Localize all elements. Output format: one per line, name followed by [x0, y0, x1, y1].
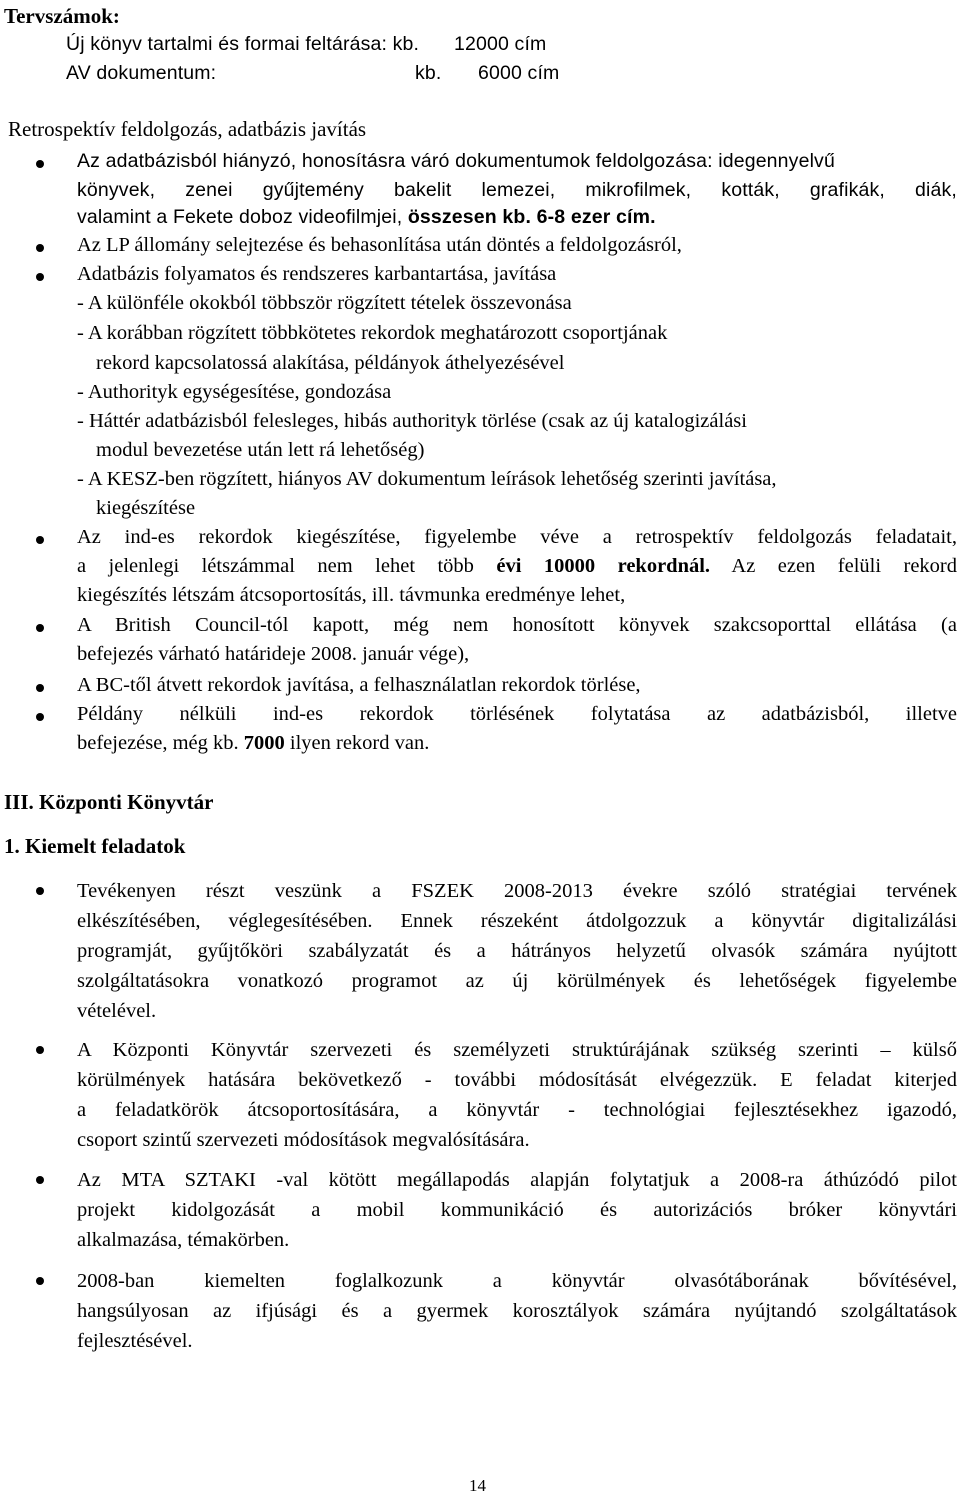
- retro-b4-line1: Az ind-es rekordok kiegészítése, figyelembe véve a retrospektív feldolgozás feladatait,: [77, 526, 957, 548]
- kiemelt-p4-line: hangsúlyosan az ifjúsági és a gyermek korosztályok számára nyújtandó szolgáltatások: [77, 1300, 957, 1322]
- kiemelt-p1-line: elkészítésében, véglegesítésében. Ennek részeként átdolgozzuk a könyvtár digitalizálási: [77, 910, 957, 932]
- tervszamok-row2-kb: kb.: [415, 62, 442, 84]
- retro-b7-line1: Példány nélküli ind-es rekordok törlésének folytatása az adatbázisból, illetve: [77, 703, 957, 725]
- kiemelt-p3-line: Az MTA SZTAKI -val kötött megállapodás alapján folytatjuk a 2008-ra áthúzódó pilot: [77, 1169, 957, 1191]
- bullet-icon: [36, 624, 44, 632]
- retro-b4-line2-c: Az ezen felüli rekord: [710, 555, 957, 577]
- kiemelt-p1-line: programját, gyűjtőköri szabályzatát és a hátrányos helyzetű olvasók számára nyújtott: [77, 940, 957, 962]
- retro-b2: Az LP állomány selejtezése és behasonlítása után döntés a feldolgozásról,: [77, 234, 682, 256]
- retro-d4-line1: - Háttér adatbázisból felesleges, hibás authorityk törlése (csak az új katalogizálási: [77, 410, 747, 432]
- kiemelt-p1: [77, 876, 957, 1026]
- section3-heading: III. Központi Könyvtár: [4, 790, 214, 814]
- kiemelt-p2-line: A Központi Könyvtár szervezeti és személyzeti struktúrájának szükség szerinti – külső: [77, 1039, 957, 1061]
- retro-b3: Adatbázis folyamatos és rendszeres karbantartása, javítása: [77, 263, 557, 285]
- tervszamok-title: Tervszámok:: [4, 4, 120, 28]
- retro-b1-line3-text: valamint a Fekete doboz videofilmjei,: [77, 206, 408, 228]
- retro-b6: A BC-től átvett rekordok javítása, a felhasználatlan rekordok törlése,: [77, 674, 641, 696]
- tervszamok-row2-label: AV dokumentum:: [66, 62, 217, 84]
- bullet-icon: [36, 1046, 44, 1054]
- kiemelt-p1-line: Tevékenyen részt veszünk a FSZEK 2008-2013 évekre szóló stratégiai tervének: [77, 880, 957, 902]
- retro-b4-line3: kiegészítés létszám átcsoportosítás, ill. távmunka eredménye lehet,: [77, 584, 626, 606]
- kiemelt-p2: [77, 1035, 957, 1155]
- page-number: 14: [469, 1476, 486, 1495]
- retro-b7-line2: [77, 732, 429, 755]
- retro-d3: - Authorityk egységesítése, gondozása: [77, 381, 392, 403]
- retro-b5-line1: A British Council-tól kapott, még nem honosított könyvek szakcsoporttal ellátása (a: [77, 614, 957, 636]
- retro-d5-line2: kiegészítése: [96, 497, 196, 519]
- retro-b1-line2: könyvek, zenei gyűjtemény bakelit lemezei, mikrofilmek, kották, grafikák, diák,: [77, 179, 957, 201]
- kiemelt-p3-line: projekt kidolgozását a mobil kommunikáció és autorizációs bróker könyvtári: [77, 1199, 957, 1221]
- retro-d4-line2: modul bevezetése után lett rá lehetőség): [96, 439, 425, 461]
- kiemelt-p4: [77, 1266, 957, 1356]
- bullet-icon: [36, 887, 44, 895]
- kiemelt-p3: [77, 1165, 957, 1255]
- retro-b1-line3: [77, 206, 656, 229]
- kiemelt-p2-line: körülmények hatására bekövetkező - további módosítását elvégezzük. E feladat kiterjed: [77, 1069, 957, 1091]
- retro-d5-line1: - A KESZ-ben rögzített, hiányos AV dokumentum leírások lehetőség szerinti javítása,: [77, 468, 777, 490]
- retro-d2-line1: - A korábban rögzített többkötetes rekordok meghatározott csoportjának: [77, 322, 668, 344]
- retro-b7-count: 7000: [243, 732, 285, 754]
- bullet-icon: [36, 713, 44, 721]
- tervszamok-row1-label: Új könyv tartalmi és formai feltárása: kb.: [66, 33, 420, 55]
- retro-b7-line2-a: befejezése, még kb.: [77, 732, 244, 754]
- kiemelt-p1-line: szolgáltatásokra vonatkozó programot az új körülmények és lehetőségek figyelembe: [77, 970, 957, 992]
- bullet-icon: [36, 160, 44, 168]
- bullet-icon: [36, 273, 44, 281]
- bullet-icon: [36, 1176, 44, 1184]
- bullet-icon: [36, 1277, 44, 1285]
- section3-subheading: 1. Kiemelt feladatok: [4, 834, 186, 858]
- bullet-icon: [36, 244, 44, 252]
- retro-b1-line1: Az adatbázisból hiányzó, honosításra váró dokumentumok feldolgozása: idegennyelvű: [77, 150, 835, 172]
- bullet-icon: [36, 684, 44, 692]
- retro-b4-limit: évi 10000 rekordnál.: [496, 555, 711, 577]
- bullet-icon: [36, 536, 44, 544]
- kiemelt-p4-line: 2008-ban kiemelten foglalkozunk a könyvtár olvasótáborának bővítésével,: [77, 1270, 957, 1292]
- kiemelt-p2-line: a feladatkörök átcsoportosítására, a könyvtár - technológiai fejlesztésekhez igazodó,: [77, 1099, 957, 1121]
- retro-d1: - A különféle okokból többször rögzített tételek összevonása: [77, 292, 572, 314]
- kiemelt-p4-line: fejlesztésével.: [77, 1330, 193, 1352]
- kiemelt-p1-line: vételével.: [77, 1000, 157, 1022]
- kiemelt-p2-line: csoport szintű szervezeti módosítások megvalósítására.: [77, 1129, 530, 1151]
- retro-d2-line2: rekord kapcsolatossá alakítása, példányok áthelyezésével: [96, 352, 565, 374]
- retro-heading: Retrospektív feldolgozás, adatbázis javítás: [8, 117, 367, 141]
- kiemelt-p3-line: alkalmazása, témakörben.: [77, 1229, 290, 1251]
- retro-b4-line2: [77, 555, 957, 578]
- tervszamok-row2-value: 6000 cím: [478, 62, 560, 84]
- tervszamok-row1-value: 12000 cím: [454, 33, 547, 55]
- retro-b1-total: összesen kb. 6-8 ezer cím.: [407, 206, 656, 228]
- retro-b7-line2-c: ilyen rekord van.: [284, 732, 430, 754]
- retro-b4-line2-a: a jelenlegi létszámmal nem lehet több: [77, 555, 497, 577]
- retro-b5-line2: befejezés várható határideje 2008. január vége),: [77, 643, 470, 665]
